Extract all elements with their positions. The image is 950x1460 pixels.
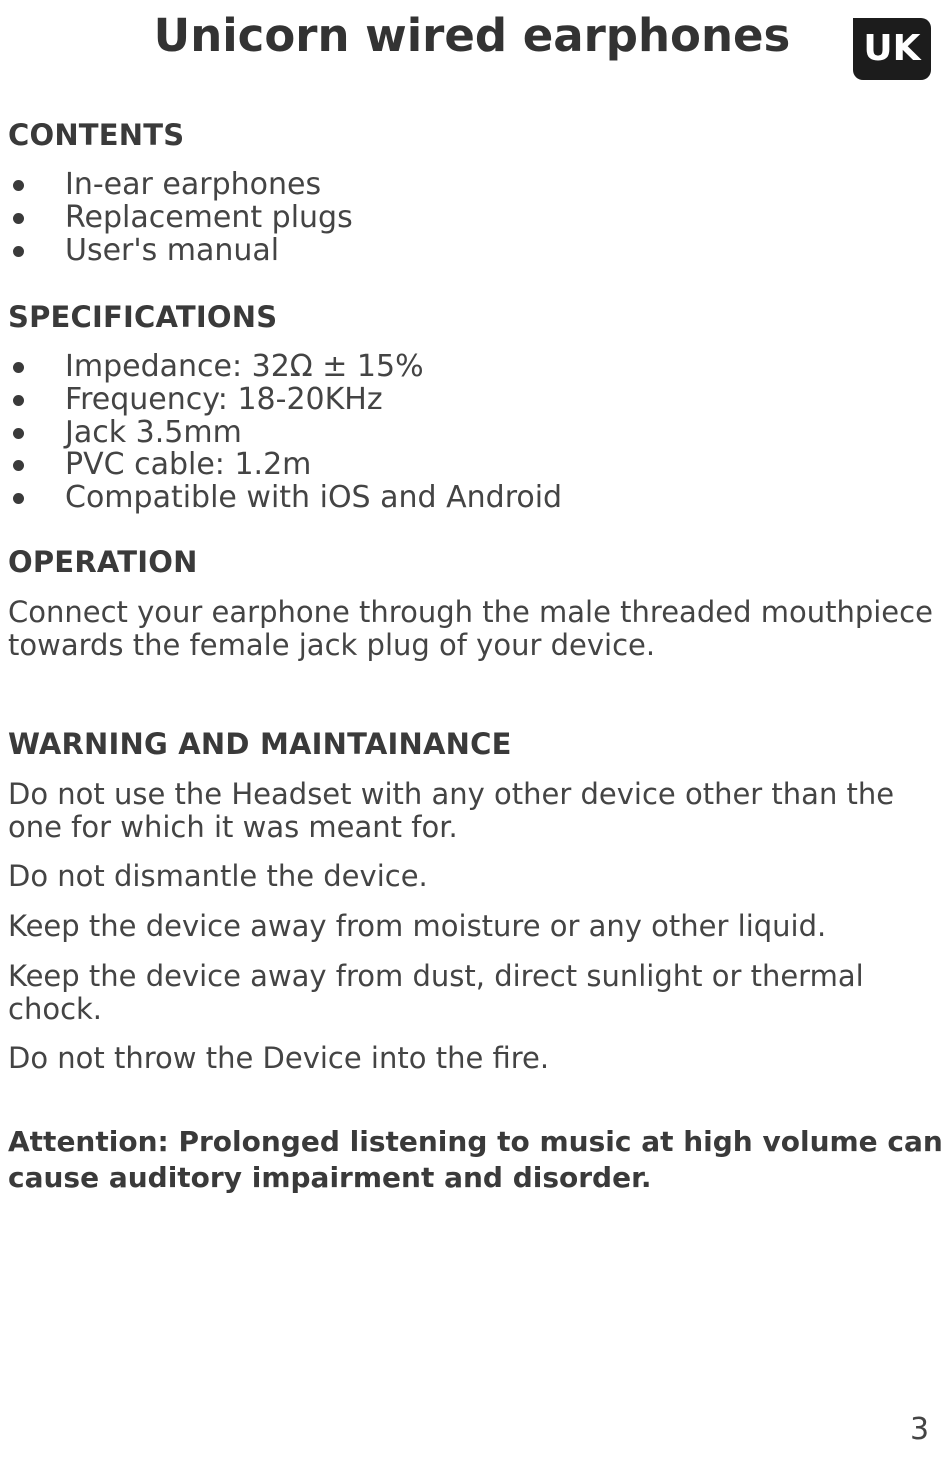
operation-line: towards the female jack plug of your device. (8, 628, 656, 662)
warning-line: one for which it was meant for. (8, 810, 458, 844)
operation-line: Connect your earphone through the male threaded mouthpiece (8, 595, 933, 629)
warning-line: Do not throw the Device into the fire. (8, 1041, 550, 1075)
warning-paragraph (8, 960, 864, 1026)
list-item-text: In-ear earphones (65, 167, 322, 202)
bullet-icon (13, 460, 24, 471)
warning-heading: WARNING AND MAINTAINANCE (8, 727, 512, 761)
bullet-icon (13, 362, 24, 373)
page-number: 3 (910, 1412, 930, 1447)
warning-line: Do not dismantle the device. (8, 859, 428, 893)
warning-paragraph (8, 860, 428, 893)
list-item-text: Jack 3.5mm (65, 414, 242, 450)
list-item-text: Replacement plugs (65, 199, 353, 235)
attention-line: Attention: Prolonged listening to music at high volume can (8, 1125, 943, 1158)
warning-line: Keep the device away from dust, direct sunlight or thermal (8, 959, 864, 993)
warning-paragraph (8, 910, 826, 943)
warning-line: Keep the device away from moisture or any other liquid. (8, 909, 827, 943)
warning-line: chock. (8, 992, 103, 1026)
bullet-icon (13, 493, 24, 504)
contents-heading: CONTENTS (8, 118, 185, 152)
warning-paragraph (8, 778, 894, 844)
operation-heading: OPERATION (8, 545, 198, 579)
warning-paragraph (8, 1042, 549, 1075)
list-item-text: Impedance: 32Ω ± 15% (65, 349, 424, 384)
bullet-icon (13, 395, 24, 406)
bullet-icon (13, 213, 24, 224)
operation-text (8, 596, 933, 662)
bullet-icon (13, 428, 24, 439)
attention-line: cause auditory impairment and disorder. (8, 1161, 652, 1194)
language-badge: UK (853, 18, 931, 80)
bullet-icon (13, 180, 24, 191)
bullet-icon (13, 246, 24, 257)
page-title: Unicorn wired earphones (153, 9, 791, 62)
list-item-text: Frequency: 18-20KHz (65, 381, 383, 417)
specifications-heading: SPECIFICATIONS (8, 300, 278, 334)
list-item-text: PVC cable: 1.2m (65, 447, 312, 483)
warning-line: Do not use the Headset with any other device other than the (8, 777, 895, 811)
list-item-text: Compatible with iOS and Android (65, 480, 563, 516)
attention-note (8, 1124, 943, 1196)
list-item-text: User's manual (65, 232, 280, 268)
